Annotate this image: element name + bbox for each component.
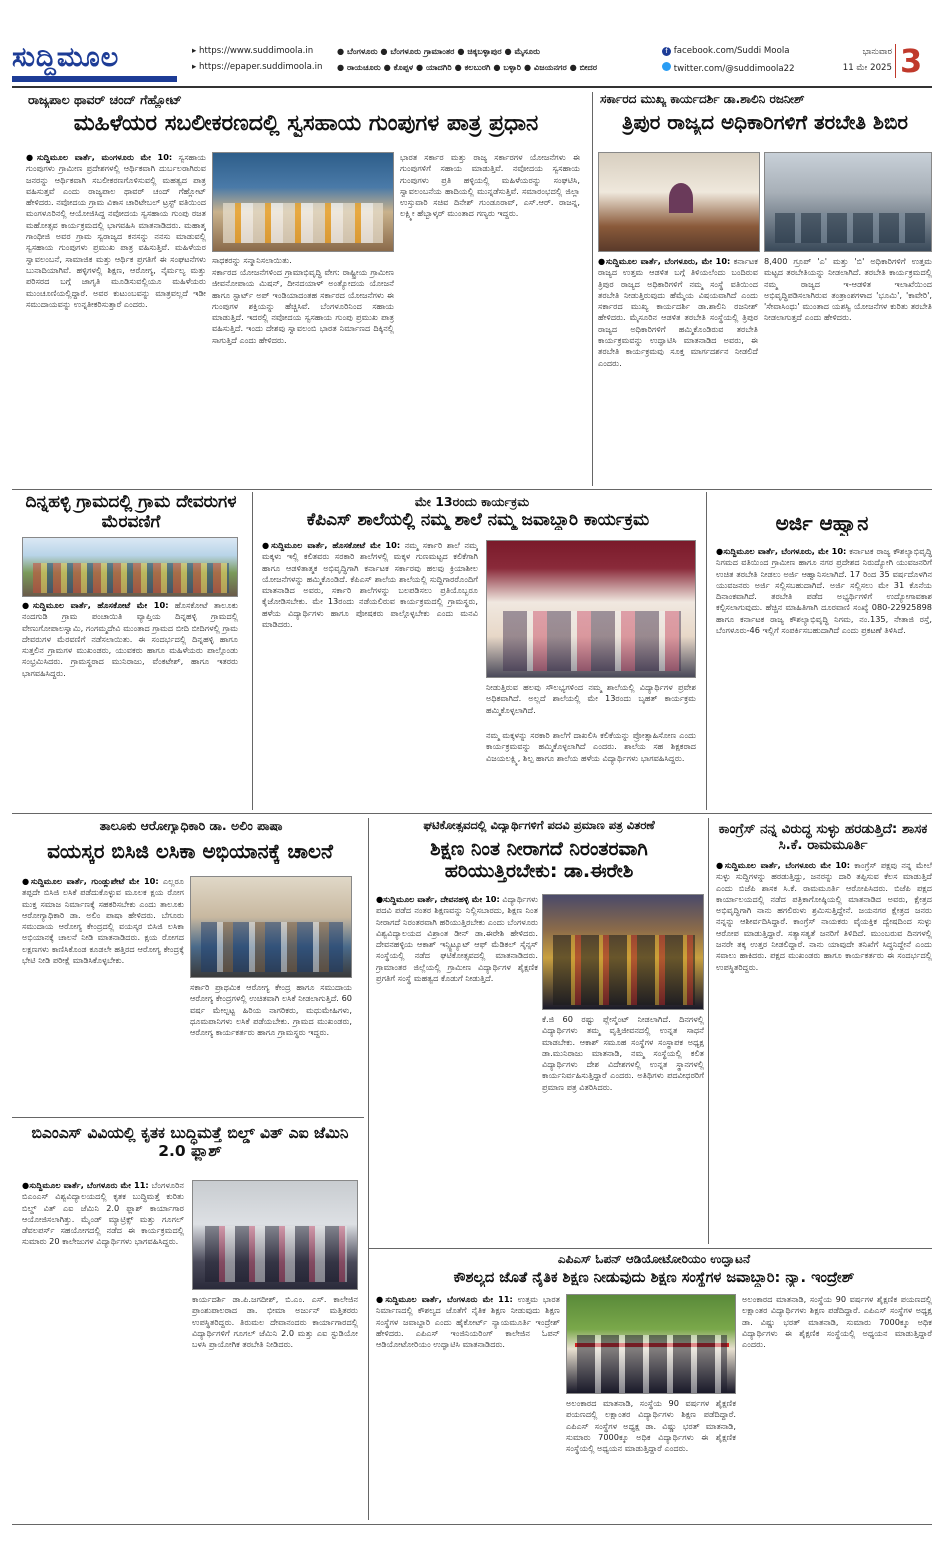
article-body-col1: ●ಸುದ್ದಿಮೂಲ ವಾರ್ತೆ, ಮಂಗಳೂರು ಮೇ 10: ಸ್ವಸಹಾಯ ಗುಂಪುಗಳು ಗ್ರಾಮೀಣ ಪ್ರದೇಶಗಳಲ್ಲಿ ಆರ್ಥಿಕವಾಗಿ ದುರ್ಬಲರಾಗಿರುವ ಜನರನ್ನು ಆರ್ಥಿಕವಾಗಿ ಸಬಲೀಕರಣಗೊಳಿಸುವಲ್ಲಿ ಮಹತ್ವದ ಪಾತ್ರ ವಹಿಸುತ್ತವೆ ಎಂದು ರಾಜ್ಯಪಾಲ ಥಾವರ್ ಚಂದ್ ಗೆಹ್ಲೋಟ್ ಹೇಳಿದರು. ನವೋದಯ ಗ್ರಾಮ ವಿಕಾಸ ಚಾರಿಟೇಬಲ್ ಟ್ರಸ್ಟ್ ವತಿಯಿಂದ ಮಂಗಳೂರಿನಲ್ಲಿ ಆಯೋಜಿಸಿದ್ದ ನವೋದಯ ಸ್ವಸಹಾಯ ಗುಂಪು ರಜತ ಮಹೋತ್ಸವ ಕಾರ್ಯಕ್ರಮದಲ್ಲಿ ಭಾಗವಹಿಸಿ ಮಾತನಾಡಿದರು. ಮಹಾತ್ಮ ಗಾಂಧೀಜಿ ಅವರ ಗ್ರಾಮ ಸ್ವರಾಜ್ಯದ ಕನಸನ್ನು ನನಸು ಮಾಡುವಲ್ಲಿ ಸ್ವಸಹಾಯ ಗುಂಪುಗಳು ಪ್ರಮುಖ ಪಾತ್ರ ವಹಿಸುತ್ತಿವೆ. ಮಹಿಳೆಯರ ಸ್ವಾವಲಂಬನೆ, ಸಾಮಾಜಿಕ ಮತ್ತು ಆರ್ಥಿಕ ಪ್ರಗತಿಗೆ ಈ ಸಂಘಟನೆಗಳು ಬುನಾದಿಯಾಗಿವೆ. ಹಳ್ಳಿಗಳಲ್ಲಿ ಶಿಕ್ಷಣ, ಆರೋಗ್ಯ, ನೈರ್ಮಲ್ಯ ಮತ್ತು ಪರಿಸರದ ಬಗ್ಗೆ ಜಾಗೃತಿ ಮೂಡಿಸುವಲ್ಲಿಯೂ ಮಹಿಳೆಯರು ಮುಂಚೂಣಿಯಲ್ಲಿದ್ದಾರೆ. ಅವರ ಕುಟುಂಬವನ್ನು ಮಾತ್ರವಲ್ಲದೆ ಇಡೀ ಸಮುದಾಯವನ್ನು ಉನ್ನತೀಕರಿಸುತ್ತಾರೆ ಎಂದರು. xyxy=(26,152,206,309)
article-kicker: ತಾಲೂಕು ಆರೋಗ್ಯಾಧಿಕಾರಿ ಡಾ. ಅಲಿಂ ಪಾಷಾ xyxy=(99,818,283,833)
vaccine-event-photo xyxy=(190,876,352,978)
article-body-col2: ಸರ್ಕಾರಿ ಪ್ರಾಥಮಿಕ ಆರೋಗ್ಯ ಕೇಂದ್ರ ಹಾಗೂ ಸಮುದಾಯ ಆರೋಗ್ಯ ಕೇಂದ್ರಗಳಲ್ಲಿ ಉಚಿತವಾಗಿ ಲಸಿಕೆ ನೀಡಲಾಗುತ್ತಿದೆ. 60 ವರ್ಷ ಮೇಲ್ಪಟ್ಟ ಹಿರಿಯ ನಾಗರಿಕರು, ಮಧುಮೇಹಿಗಳು, ಧೂಮಪಾನಿಗಳು ಲಸಿಕೆ ಪಡೆಯಬೇಕು. ಗ್ರಾಮದ ಮುಖಂಡರು, ಆರೋಗ್ಯ ಕಾರ್ಯಕರ್ತರು ಹಾಗೂ ಗ್ರಾಮಸ್ಥರು ಇದ್ದರು. xyxy=(190,982,352,1038)
facebook-icon: f xyxy=(662,47,671,56)
article-body-col3: ಅಲಂಕಾರದ ಮಾತನಾಡಿ, ಸಂಸ್ಥೆಯ 90 ವರ್ಷಗಳ ಶೈಕ್ಷಣಿಕ ಪಯಣದಲ್ಲಿ ಲಕ್ಷಾಂತರ ವಿದ್ಯಾರ್ಥಿಗಳು ಶಿಕ್ಷಣ ಪಡೆದಿದ್ದಾರೆ. ಎಪಿಎಸ್ ಸಂಸ್ಥೆಗಳ ಅಧ್ಯಕ್ಷ ಡಾ. ವಿಷ್ಣು ಭರತ್ ಮಾತನಾಡಿ, ಸುಮಾರು 7000ಕ್ಕೂ ಅಧಿಕ ವಿದ್ಯಾರ್ಥಿಗಳು ಈ ಶೈಕ್ಷಣಿಕ ಸಂಸ್ಥೆಯಲ್ಲಿ ಅಧ್ಯಯನ ಮಾಡುತ್ತಿದ್ದಾರೆ ಎಂದರು. xyxy=(742,1294,932,1350)
photo-caption: ನೀಡುತ್ತಿರುವ ಹಲವು ಸೌಲಭ್ಯಗಳಿಂದ ನಮ್ಮ ಶಾಲೆಯಲ್ಲಿ ವಿದ್ಯಾರ್ಥಿಗಳ ಪ್ರವೇಶ ಅಧಿಕವಾಗಿದೆ. ಅಲ್ಲದೆ ಶಾಲೆಯಲ್ಲಿ ಮೇ 13ರಂದು ಬೃಹತ್ ಕಾರ್ಯಕ್ರಮ ಹಮ್ಮಿಕೊಳ್ಳಲಾಗಿದೆ. xyxy=(486,682,696,715)
article-headline: ಬಿಎಂಎಸ್ ವಿವಿಯಲ್ಲಿ ಕೃತಕ ಬುದ್ಧಿಮತ್ತೆ ಬಿಲ್ಡ್ ವಿತ್ ಎಐ ಜೆಮಿನಿ 2.0 ಫ್ಲಾಶ್ xyxy=(31,1124,349,1161)
photo-caption: ಸಾಧಕರನ್ನು ಸನ್ಮಾನಿಸಲಾಯಿತು. xyxy=(212,255,292,265)
epaper-link[interactable]: ▸ https://epaper.suddimoola.in xyxy=(192,62,323,72)
article-headline: ವಯಸ್ಕರ ಬಿಸಿಜಿ ಲಸಿಕಾ ಅಭಿಯಾನಕ್ಕೆ ಚಾಲನೆ xyxy=(47,840,333,863)
article-kicker: ಮೇ 13ರಂದು ಕಾರ್ಯಕ್ರಮ xyxy=(414,494,530,509)
issue-date: 11 ಮೇ 2025 xyxy=(842,63,892,73)
article-body-col2: ಕಾರ್ಯದರ್ಶಿ ಡಾ.ಪಿ.ಜಗದೀಶ್, ಬಿ.ಎಂ. ಎಸ್. ಕಾಲೇಜಿನ ಪ್ರಾಂಶುಪಾಲರಾದ ಡಾ. ಭೀಮಾ ಅರ್ಜುನ್ ಮತ್ತಿತರರು ಉಪಸ್ಥಿತರಿದ್ದರು. ತಿರುಮಲ ದೇವಾನಂದರು ಕಾರ್ಯಾಗಾರದಲ್ಲಿ ವಿದ್ಯಾರ್ಥಿಗಳಿಗೆ ಗೂಗಲ್ ಜೆಮಿನಿ 2.0 ಮತ್ತು ಎಐ ಸ್ಟುಡಿಯೋ ಬಳಸಿ ಪ್ರಾಯೋಗಿಕ ತರಬೇತಿ ನೀಡಿದರು. xyxy=(192,1294,358,1350)
article-headline: ಕೆಪಿಎಸ್ ಶಾಲೆಯಲ್ಲಿ ನಮ್ಮ ಶಾಲೆ ನಮ್ಮ ಜವಾಬ್ದಾರಿ ಕಾರ್ಯಕ್ರಮ xyxy=(306,510,650,530)
article-headline: ಕೌಶಲ್ಯದ ಜೊತೆ ನೈತಿಕ ಶಿಕ್ಷಣ ನೀಡುವುದು ಶಿಕ್ಷಣ ಸಂಸ್ಥೆಗಳ ಜವಾಬ್ದಾರಿ: ನ್ಯಾ. ಇಂದ್ರೇಶ್ xyxy=(453,1270,855,1286)
article-body: ●ಸುದ್ದಿಮೂಲ ವಾರ್ತೆ, ಬೆಂಗಳೂರು ಮೇ 10: ಕಾಂಗ್ರೆಸ್ ಪಕ್ಷವು ನನ್ನ ಮೇಲೆ ಸುಳ್ಳು ಸುದ್ದಿಗಳನ್ನು ಹರಡುತ್ತಿದ್ದು, ಜನರನ್ನು ದಾರಿ ತಪ್ಪಿಸುವ ಕೆಲಸ ಮಾಡುತ್ತಿದೆ ಎಂದು ಬಿಜೆಪಿ ಶಾಸಕ ಸಿ.ಕೆ. ರಾಮಮೂರ್ತಿ ಆರೋಪಿಸಿದರು. ಬಿಜೆಪಿ ಪಕ್ಷದ ಕಾರ್ಯಾಲಯದಲ್ಲಿ ನಡೆದ ಪತ್ರಿಕಾಗೋಷ್ಠಿಯಲ್ಲಿ ಮಾತನಾಡಿದ ಅವರು, ಕ್ಷೇತ್ರದ ಅಭಿವೃದ್ಧಿಗಾಗಿ ನಾನು ಹಗಲಿರುಳು ಶ್ರಮಿಸುತ್ತಿದ್ದೇನೆ. ಜಯನಗರ ಕ್ಷೇತ್ರದ ಜನರು ನನ್ನನ್ನು ಆಶೀರ್ವದಿಸಿದ್ದಾರೆ. ಕಾಂಗ್ರೆಸ್ ನಾಯಕರು ವೈಯಕ್ತಿಕ ದ್ವೇಷದಿಂದ ಸುಳ್ಳು ಆರೋಪ ಮಾಡುತ್ತಿದ್ದಾರೆ. ಸತ್ಯಾಸತ್ಯತೆ ಜನರಿಗೆ ತಿಳಿದಿದೆ. ಮುಂಬರುವ ದಿನಗಳಲ್ಲಿ ಜನರೇ ತಕ್ಕ ಉತ್ತರ ನೀಡಲಿದ್ದಾರೆ. ನಾನು ಯಾವುದೇ ತನಿಖೆಗೆ ಸಿದ್ಧನಿದ್ದೇನೆ ಎಂದು ಸವಾಲು ಹಾಕಿದರು. ಪಕ್ಷದ ಮುಖಂಡರು ಹಾಗೂ ಕಾರ್ಯಕರ್ತರು ಈ ಸಂದರ್ಭದಲ್ಲಿ ಉಪಸ್ಥಿತರಿದ್ದರು. xyxy=(716,860,932,972)
convocation-photo xyxy=(542,894,704,1010)
article-body-col1: ●ಸುದ್ದಿಮೂಲ ವಾರ್ತೆ, ದೇವನಹಳ್ಳಿ ಮೇ 10: ವಿದ್ಯಾರ್ಥಿಗಳು ಪದವಿ ಪಡೆದ ನಂತರ ಶಿಕ್ಷಣವನ್ನು ನಿಲ್ಲಿಸಬಾರದು, ಶಿಕ್ಷಣ ನಿಂತ ನೀರಾಗದೆ ನಿರಂತರವಾಗಿ ಹರಿಯುತ್ತಿರಬೇಕು ಎಂದು ಬೆಂಗಳೂರು ವಿಶ್ವವಿದ್ಯಾಲಯದ ವಿಶ್ರಾಂತ ಡೀನ್ ಡಾ.ಈರೇಶಿ ಹೇಳಿದರು. ದೇವನಹಳ್ಳಿಯ ಆಕಾಶ್ ಇನ್ಸ್ಟಿಟ್ಯೂಟ್ ಆಫ್ ಮೆಡಿಕಲ್ ಸೈನ್ಸಸ್ ಸಂಸ್ಥೆಯಲ್ಲಿ ನಡೆದ ಘಟಿಕೋತ್ಸವದಲ್ಲಿ ಮಾತನಾಡಿದರು. ಗ್ರಾಮಾಂತರ ಜಿಲ್ಲೆಯಲ್ಲಿ ಗ್ರಾಮೀಣ ವಿದ್ಯಾರ್ಥಿಗಳ ಶೈಕ್ಷಣಿಕ ಪ್ರಗತಿಗೆ ಸಂಸ್ಥೆ ಮಹತ್ವದ ಕೊಡುಗೆ ನೀಡುತ್ತಿದೆ. xyxy=(376,894,538,984)
chevron-right-icon: ▸ xyxy=(192,46,200,56)
article-kicker: ಸರ್ಕಾರದ ಮುಖ್ಯ ಕಾರ್ಯದರ್ಶಿ ಡಾ.ಶಾಲಿನಿ ರಜನೀಶ್ xyxy=(600,92,805,106)
edition-cities-row2: ● ರಾಯಚೂರು ● ಕೊಪ್ಪಳ ● ಯಾದಗಿರಿ ● ಕಲಬುರಗಿ ● ಬಳ್ಳಾರಿ ● ವಿಜಯನಗರ ● ಬೀದರ xyxy=(337,62,598,72)
article-kicker: ಎಪಿಎಸ್ ಓಪನ್ ಆಡಿಯೋಟೋರಿಯಂ ಉದ್ಘಾಟನೆ xyxy=(557,1252,751,1266)
school-felicitation-photo xyxy=(486,540,696,678)
issue-day: ಭಾನುವಾರ xyxy=(862,47,892,57)
edition-cities-row1: ● ಬೆಂಗಳೂರು ● ಬೆಂಗಳೂರು ಗ್ರಾಮಾಂತರ ● ಚಿಕ್ಕಬಳ್ಳಾಪುರ ● ಮೈಸೂರು xyxy=(337,46,541,56)
article-body-col3: ಭಾರತ ಸರ್ಕಾರ ಮತ್ತು ರಾಜ್ಯ ಸರ್ಕಾರಗಳ ಯೋಜನೆಗಳು ಈ ಗುಂಪುಗಳಿಗೆ ಸಹಾಯ ಮಾಡುತ್ತಿವೆ. ನವೋದಯ ಸ್ವಸಹಾಯ ಗುಂಪುಗಳು ಪ್ರತಿ ಹಳ್ಳಿಯಲ್ಲಿ ಮಹಿಳೆಯರನ್ನು ಸಂಘಟಿಸಿ, ಸ್ವಾವಲಂಬನೆಯ ಹಾದಿಯಲ್ಲಿ ಮುನ್ನಡೆಸುತ್ತಿವೆ. ಸಮಾರಂಭದಲ್ಲಿ ಜಿಲ್ಲಾ ಉಸ್ತುವಾರಿ ಸಚಿವ ದಿನೇಶ್ ಗುಂಡೂರಾವ್, ಎಸ್.ಆರ್. ರಾಜನ್ನ, ಲಕ್ಷ್ಮೀ ಹೆಬ್ಬಾಳ್ಕರ್ ಮುಂತಾದ ಗಣ್ಯರು ಇದ್ದರು. xyxy=(400,152,580,219)
article-body-col1: ●ಸುದ್ದಿಮೂಲ ವಾರ್ತೆ, ಬೆಂಗಳೂರು ಮೇ 11: ಉತ್ತಮ ಭಾರತ ನಿರ್ಮಾಣದಲ್ಲಿ ಕೌಶಲ್ಯದ ಜೊತೆಗೆ ನೈತಿಕ ಶಿಕ್ಷಣ ನೀಡುವುದು ಶಿಕ್ಷಣ ಸಂಸ್ಥೆಗಳ ಜವಾಬ್ದಾರಿ ಎಂದು ಹೈಕೋರ್ಟ್ ನ್ಯಾಯಮೂರ್ತಿ ಇಂದ್ರೇಶ್ ಹೇಳಿದರು. ಎಪಿಎಸ್ ಇಂಜಿನಿಯರಿಂಗ್ ಕಾಲೇಜಿನ ಓಪನ್ ಆಡಿಯೋಟೋರಿಯಂ ಉದ್ಘಾಟಿಸಿ ಮಾತನಾಡಿದರು. xyxy=(376,1294,560,1350)
article-kicker: ರಾಜ್ಯಪಾಲ ಥಾವರ್ ಚಂದ್ ಗೆಹ್ಲೋಟ್ xyxy=(28,92,182,107)
article-body-col2: 8,400 ಗ್ರೂಪ್ 'ಎ' ಮತ್ತು 'ಬಿ' ಅಧಿಕಾರಿಗಳಿಗೆ ಉತ್ತಮ ಮಟ್ಟದ ತರಬೇತಿಯನ್ನು ನೀಡಲಾಗಿದೆ. ತರಬೇತಿ ಕಾರ್ಯಕ್ರಮದಲ್ಲಿ ನಮ್ಮ ರಾಜ್ಯದ ಇ-ಆಡಳಿತ ಇಲಾಖೆಯಿಂದ ಅಭಿವೃದ್ಧಿಪಡಿಸಲಾಗಿರುವ ತಂತ್ರಾಂಶಗಳಾದ 'ಭೂಮಿ', 'ಕಾವೇರಿ', 'ಸೇವಾಸಿಂಧು' ಮುಂತಾದ ಯಶಸ್ವಿ ಯೋಜನೆಗಳ ಕುರಿತು ತರಬೇತಿ ನೀಡಲಾಗುತ್ತದೆ ಎಂದು ಹೇಳಿದರು. xyxy=(764,256,932,323)
article-body-col2: ಕೆ.ಜಿ 60 ರಷ್ಟು ಪ್ಲೇಸ್ಮೆಂಟ್ ನೀಡಲಾಗಿದೆ. ದಿನಗಳಲ್ಲಿ ವಿದ್ಯಾರ್ಥಿಗಳು ತಮ್ಮ ವೃತ್ತಿಜೀವನದಲ್ಲಿ ಉನ್ನತ ಸಾಧನೆ ಮಾಡಬೇಕು. ಆಕಾಶ್ ಸಮೂಹ ಸಂಸ್ಥೆಗಳ ಸಂಸ್ಥಾಪಕ ಅಧ್ಯಕ್ಷ ಡಾ.ಮುನಿರಾಜು ಮಾತನಾಡಿ, ನಮ್ಮ ಸಂಸ್ಥೆಯಲ್ಲಿ ಕಲಿತ ವಿದ್ಯಾರ್ಥಿಗಳು ದೇಶ ವಿದೇಶಗಳಲ್ಲಿ ಉನ್ನತ ಸ್ಥಾನಗಳಲ್ಲಿ ಕಾರ್ಯನಿರ್ವಹಿಸುತ್ತಿದ್ದಾರೆ ಎಂದರು. ಅತಿಥಿಗಳು ಪದವೀಧರರಿಗೆ ಪ್ರಮಾಣ ಪತ್ರ ವಿತರಿಸಿದರು. xyxy=(542,1014,704,1092)
article-body-col2: ಅಲಂಕಾರದ ಮಾತನಾಡಿ, ಸಂಸ್ಥೆಯ 90 ವರ್ಷಗಳ ಶೈಕ್ಷಣಿಕ ಪಯಣದಲ್ಲಿ ಲಕ್ಷಾಂತರ ವಿದ್ಯಾರ್ಥಿಗಳು ಶಿಕ್ಷಣ ಪಡೆದಿದ್ದಾರೆ. ಎಪಿಎಸ್ ಸಂಸ್ಥೆಗಳ ಅಧ್ಯಕ್ಷ ಡಾ. ವಿಷ್ಣು ಭರತ್ ಮಾತನಾಡಿ, ಸುಮಾರು 7000ಕ್ಕೂ ಅಧಿಕ ವಿದ್ಯಾರ್ಥಿಗಳು ಈ ಶೈಕ್ಷಣಿಕ ಸಂಸ್ಥೆಯಲ್ಲಿ ಅಧ್ಯಯನ ಮಾಡುತ್ತಿದ್ದಾರೆ ಎಂದರು. xyxy=(566,1398,736,1454)
article-body-col1: ●ಸುದ್ದಿಮೂಲ ವಾರ್ತೆ, ಬೆಂಗಳೂರು ಮೇ 11: ಬೆಂಗಳೂರಿನ ಬಿಎಂಎಸ್ ವಿಶ್ವವಿದ್ಯಾಲಯದಲ್ಲಿ ಕೃತಕ ಬುದ್ಧಿಮತ್ತೆ ಕುರಿತು ಬಿಲ್ಡ್ ವಿತ್ ಎಐ ಜೆಮಿನಿ 2.0 ಫ್ಲಾಶ್ ಕಾರ್ಯಾಗಾರ ಆಯೋಜಿಸಲಾಗಿತ್ತು. ಮೈಂಡ್ ಮ್ಯಾಟ್ರಿಕ್ಸ್ ಮತ್ತು ಗೂಗಲ್ ಡೆವಲಪರ್ಸ್ ಸಹಯೋಗದಲ್ಲಿ ನಡೆದ ಈ ಕಾರ್ಯಕ್ರಮದಲ್ಲಿ ಸುಮಾರು 20 ಕಾಲೇಜುಗಳ ವಿದ್ಯಾರ್ಥಿಗಳು ಭಾಗವಹಿಸಿದ್ದರು. xyxy=(22,1180,184,1247)
newspaper-logo: ಸುದ್ದಿಮೂಲ xyxy=(12,42,120,73)
article-kicker: ಘಟಿಕೋತ್ಸವದಲ್ಲಿ ವಿದ್ಯಾರ್ಥಿಗಳಿಗೆ ಪದವಿ ಪ್ರಮಾಣ ಪತ್ರ ವಿತರಣೆ xyxy=(423,818,655,832)
ribbon-cutting-photo xyxy=(566,1294,736,1394)
article-headline: ಶಿಕ್ಷಣ ನಿಂತ ನೀರಾಗದೆ ನಿರಂತರವಾಗಿ ಹರಿಯುತ್ತಿರಬೇಕು: ಡಾ.ಈರೇಶಿ xyxy=(430,838,648,883)
article-headline: ಕಾಂಗ್ರೆಸ್ ನನ್ನ ವಿರುದ್ಧ ಸುಳ್ಳು ಹರಡುತ್ತಿದೆ: ಶಾಸಕ ಸಿ.ಕೆ. ರಾಮಮೂರ್ತಿ xyxy=(718,822,928,853)
training-session-photo xyxy=(764,152,932,252)
article-headline: ದಿನ್ನಹಳ್ಳಿ ಗ್ರಾಮದಲ್ಲಿ ಗ್ರಾಮ ದೇವರುಗಳ ಮೆರವಣಿಗೆ xyxy=(25,492,237,533)
article-headline: ಮಹಿಳೆಯರ ಸಬಲೀಕರಣದಲ್ಲಿ ಸ್ವಸಹಾಯ ಗುಂಪುಗಳ ಪಾತ್ರ ಪ್ರಧಾನ xyxy=(73,111,539,136)
article-body-col1: ●ಸುದ್ದಿಮೂಲ ವಾರ್ತೆ, ಬೆಂಗಳೂರು, ಮೇ 10: ಕರ್ನಾಟಕ ರಾಜ್ಯದ ಉತ್ತಮ ಆಡಳಿತ ಬಗ್ಗೆ ತಿಳಿಯಲೆಂದು ಬಂದಿರುವ ತ್ರಿಪುರ ರಾಜ್ಯದ ಅಧಿಕಾರಿಗಳಿಗೆ ನಮ್ಮ ಸಂಸ್ಥೆ ವತಿಯಿಂದ ತರಬೇತಿ ನೀಡುತ್ತಿರುವುದು ಹೆಮ್ಮೆಯ ವಿಷಯವಾಗಿದೆ ಎಂದು ಸರ್ಕಾರದ ಮುಖ್ಯ ಕಾರ್ಯದರ್ಶಿ ಡಾ.ಶಾಲಿನಿ ರಜನೀಶ್ ಹೇಳಿದರು. ಮೈಸೂರಿನ ಆಡಳಿತ ತರಬೇತಿ ಸಂಸ್ಥೆಯಲ್ಲಿ ತ್ರಿಪುರ ರಾಜ್ಯದ ಅಧಿಕಾರಿಗಳಿಗೆ ಹಮ್ಮಿಕೊಂಡಿರುವ ತರಬೇತಿ ಕಾರ್ಯಕ್ರಮವನ್ನು ಉದ್ಘಾಟಿಸಿ ಮಾತನಾಡಿದ ಅವರು, ಈ ತರಬೇತಿ ಕಾರ್ಯಕ್ರಮವು ಸೂಕ್ತ ಮಾರ್ಗದರ್ಶನ ನೀಡಲಿದೆ ಎಂದರು. xyxy=(598,256,758,368)
article-body: ●ಸುದ್ದಿಮೂಲ ವಾರ್ತೆ, ಹೊಸಕೋಟೆ ಮೇ 10: ಹೊಸಕೋಟೆ ತಾಲೂಕು ನಂದಗುಡಿ ಗ್ರಾಮ ಪಂಚಾಯಿತಿ ವ್ಯಾಪ್ತಿಯ ದಿನ್ನಹಳ್ಳಿ ಗ್ರಾಮದಲ್ಲಿ ವೇಣುಗೋಪಾಲಸ್ವಾಮಿ, ಗಂಗಮ್ಮದೇವಿ ಮುಂತಾದ ಗ್ರಾಮದ ಬೀದಿ ಬೀದಿಗಳಲ್ಲಿ ಗ್ರಾಮ ದೇವರುಗಳ ಮೆರವಣಿಗೆ ನಡೆಸಲಾಯಿತು. ಈ ಸಂದರ್ಭದಲ್ಲಿ ದಿನ್ನಹಳ್ಳಿ ಹಾಗೂ ಸುತ್ತಲಿನ ಗ್ರಾಮಗಳ ಮುಖಂಡರು, ಯುವಕರು ಹಾಗೂ ಮಹಿಳೆಯರು ಪಾಲ್ಗೊಂಡು ಸಂಭ್ರಮಿಸಿದರು. ಗ್ರಾಮಸ್ಥರಾದ ಮುನಿರಾಜು, ವೆಂಕಟೇಶ್, ಹಾಗೂ ಇತರರು ಭಾಗವಹಿಸಿದ್ದರು. xyxy=(22,600,238,678)
ai-workshop-photo xyxy=(192,1180,358,1290)
article-body: ●ಸುದ್ದಿಮೂಲ ವಾರ್ತೆ, ಬೆಂಗಳೂರು, ಮೇ 10: ಕರ್ನಾಟಕ ರಾಜ್ಯ ಕೌಶಲ್ಯಾಭಿವೃದ್ಧಿ ನಿಗಮದ ವತಿಯಿಂದ ಗ್ರಾಮೀಣ ಹಾಗೂ ನಗರ ಪ್ರದೇಶದ ನಿರುದ್ಯೋಗಿ ಯುವಜನರಿಗೆ ಉಚಿತ ತರಬೇತಿ ನೀಡಲು ಅರ್ಜಿ ಆಹ್ವಾನಿಸಲಾಗಿದೆ. 17 ರಿಂದ 35 ವರ್ಷದೊಳಗಿನ ಯುವಜನರು ಅರ್ಜಿ ಸಲ್ಲಿಸಬಹುದಾಗಿದೆ. ಅರ್ಜಿ ಸಲ್ಲಿಸಲು ಮೇ 31 ಕೊನೆಯ ದಿನಾಂಕವಾಗಿದೆ. ತರಬೇತಿ ಪಡೆದ ಅಭ್ಯರ್ಥಿಗಳಿಗೆ ಉದ್ಯೋಗಾವಕಾಶ ಕಲ್ಪಿಸಲಾಗುವುದು. ಹೆಚ್ಚಿನ ಮಾಹಿತಿಗಾಗಿ ದೂರವಾಣಿ ಸಂಖ್ಯೆ 080-22925898 ಹಾಗೂ ಕರ್ನಾಟಕ ರಾಜ್ಯ ಕೌಶಲ್ಯಾಭಿವೃದ್ಧಿ ನಿಗಮ, ನಂ.135, ನೇತಾಜಿ ರಸ್ತೆ, ಬೆಂಗಳೂರು-46 ಇಲ್ಲಿಗೆ ಸಂಪರ್ಕಿಸಬಹುದಾಗಿದೆ ಎಂದು ಪ್ರಕಟಣೆ ತಿಳಿಸಿದೆ. xyxy=(716,546,932,636)
article-headline: ಅರ್ಜಿ ಆಹ್ವಾನ xyxy=(775,512,869,535)
twitter-link[interactable]: twitter.com/@suddimoola22 xyxy=(662,62,795,74)
article-body-col1: ●ಸುದ್ದಿಮೂಲ ವಾರ್ತೆ, ಗುಂಡ್ಲುಪೇಟೆ ಮೇ 10: ಎಲ್ಲರೂ ತಪ್ಪದೇ ಬಿಸಿಜಿ ಲಸಿಕೆ ಪಡೆದುಕೊಳ್ಳುವ ಮೂಲಕ ಕ್ಷಯ ರೋಗ ಮುಕ್ತ ಸಮಾಜ ನಿರ್ಮಾಣಕ್ಕೆ ಸಹಕರಿಸಬೇಕು ಎಂದು ತಾಲೂಕು ಆರೋಗ್ಯಾಧಿಕಾರಿ ಡಾ. ಅಲಿಂ ಪಾಷಾ ಹೇಳಿದರು. ಬೆಗೂರು ಸಮುದಾಯ ಆರೋಗ್ಯ ಕೇಂದ್ರದಲ್ಲಿ ವಯಸ್ಕರ ಬಿಸಿಜಿ ಲಸಿಕಾ ಅಭಿಯಾನಕ್ಕೆ ಚಾಲನೆ ನೀಡಿ ಮಾತನಾಡಿದರು. ಕ್ಷಯ ರೋಗದ ಲಕ್ಷಣಗಳು ಕಾಣಿಸಿಕೊಂಡ ಕೂಡಲೇ ಹತ್ತಿರದ ಆರೋಗ್ಯ ಕೇಂದ್ರಕ್ಕೆ ಭೇಟಿ ನೀಡಿ ಪರೀಕ್ಷೆ ಮಾಡಿಸಿಕೊಳ್ಳಬೇಕು. xyxy=(22,876,184,966)
article-body-col2: ಸರ್ಕಾರದ ಯೋಜನೆಗಳಿಂದ ಗ್ರಾಮಾಭಿವೃದ್ಧಿ ವೇಗ: ರಾಷ್ಟ್ರೀಯ ಗ್ರಾಮೀಣ ಜೀವನೋಪಾಯ ಮಿಷನ್, ದೀನದಯಾಳ್ ಅಂತ್ಯೋದಯ ಯೋಜನೆ ಹಾಗೂ ಸ್ಟಾರ್ಟ್ ಅಪ್ ಇಂಡಿಯಾದಂತಹ ಸರ್ಕಾರದ ಯೋಜನೆಗಳು ಈ ಗುಂಪುಗಳ ಶಕ್ತಿಯನ್ನು ಹೆಚ್ಚಿಸಿವೆ. ಬೆಂಗಳೂರಿನಿಂದ ಸಹಾಯ ಮಾಡುತ್ತಿದೆ. ಇದರಲ್ಲಿ ನವೋದಯ ಸ್ವಸಹಾಯ ಗುಂಪು ಪ್ರಮುಖ ಪಾತ್ರ ವಹಿಸುತ್ತಿದೆ. ಇಂದು ದೇಶವು ಸ್ವಾವಲಂಬಿ ಭಾರತ ನಿರ್ಮಾಣದ ದಿಕ್ಕಿನಲ್ಲಿ ಸಾಗುತ್ತಿದೆ ಎಂದು ಹೇಳಿದರು. xyxy=(212,267,394,345)
article-headline: ತ್ರಿಪುರ ರಾಜ್ಯದ ಅಧಿಕಾರಿಗಳಿಗೆ ತರಬೇತಿ ಶಿಬಿರ xyxy=(622,111,908,134)
governor-event-photo xyxy=(212,152,394,252)
logo-underline xyxy=(12,76,177,82)
article-body-col2: ನಮ್ಮ ಮಕ್ಕಳನ್ನು ಸರಕಾರಿ ಶಾಲೆಗೆ ದಾಖಲಿಸಿ ಕಲಿಕೆಯನ್ನು ಪ್ರೋತ್ಸಾಹಿಸೋಣ ಎಂದು ಕಾರ್ಯಕ್ರಮವನ್ನು ಹಮ್ಮಿಕೊಳ್ಳಲಾಗಿದೆ ಎಂದರು. ಶಾಲೆಯ ಸಹ ಶಿಕ್ಷಕರಾದ ವಿಜಯಲಕ್ಷ್ಮಿ, ಶಿಲ್ಪ ಹಾಗೂ ಶಾಲೆಯ ಹಳೆಯ ವಿದ್ಯಾರ್ಥಿಗಳು ಭಾಗವಹಿಸಿದ್ದರು. xyxy=(486,730,696,763)
website-link[interactable]: ▸ https://www.suddimoola.in xyxy=(192,46,314,56)
procession-photo xyxy=(22,537,238,597)
article-body-col1: ●ಸುದ್ದಿಮೂಲ ವಾರ್ತೆ, ಹೊಸಕೋಟೆ ಮೇ 10: ನಮ್ಮ ಸರ್ಕಾರಿ ಶಾಲೆ ನಮ್ಮ ಮಕ್ಕಳು ಇಲ್ಲಿ ಕಲಿತವರು ಸರಕಾರಿ ಶಾಲೆಗಳಲ್ಲಿ ಮಕ್ಕಳ ಗುಣಮಟ್ಟದ ಕಲಿಕೆಗಾಗಿ ಹಾಗೂ ಆಡಳಿತಾತ್ಮಕ ಅಭಿವೃದ್ಧಿಗಾಗಿ ಕರ್ನಾಟಕ ಸರ್ಕಾರವು ಹಲವು ಕ್ರಿಯಾಶೀಲ ಯೋಜನೆಗಳನ್ನು ಹಮ್ಮಿಕೊಂಡಿದೆ. ಕೆಪಿಎಸ್ ಶಾಲೆಯ ಶಾಲೆಯಲ್ಲಿ ಸುದ್ದಿಗಾರರೊಂದಿಗೆ ಮಾತನಾಡಿದ ಅವರು, ಸರ್ಕಾರಿ ಶಾಲೆಗಳನ್ನು ಬಲಪಡಿಸಲು ಪ್ರತಿಯೊಬ್ಬರೂ ಕೈಜೋಡಿಸಬೇಕು. ಮೇ 13ರಂದು ನಡೆಯಲಿರುವ ಕಾರ್ಯಕ್ರಮದಲ್ಲಿ ಗ್ರಾಮಸ್ಥರು, ಹಳೆಯ ವಿದ್ಯಾರ್ಥಿಗಳು ಹಾಗೂ ಪೋಷಕರು ಪಾಲ್ಗೊಳ್ಳಬೇಕು ಎಂದು ಮನವಿ ಮಾಡಿದರು. xyxy=(262,540,478,630)
chevron-right-icon: ▸ xyxy=(192,62,200,72)
page-number: 3 xyxy=(900,42,923,80)
facebook-link[interactable]: f facebook.com/Suddi Moola xyxy=(662,46,789,56)
official-meeting-photo xyxy=(598,152,760,252)
twitter-icon xyxy=(662,62,671,71)
